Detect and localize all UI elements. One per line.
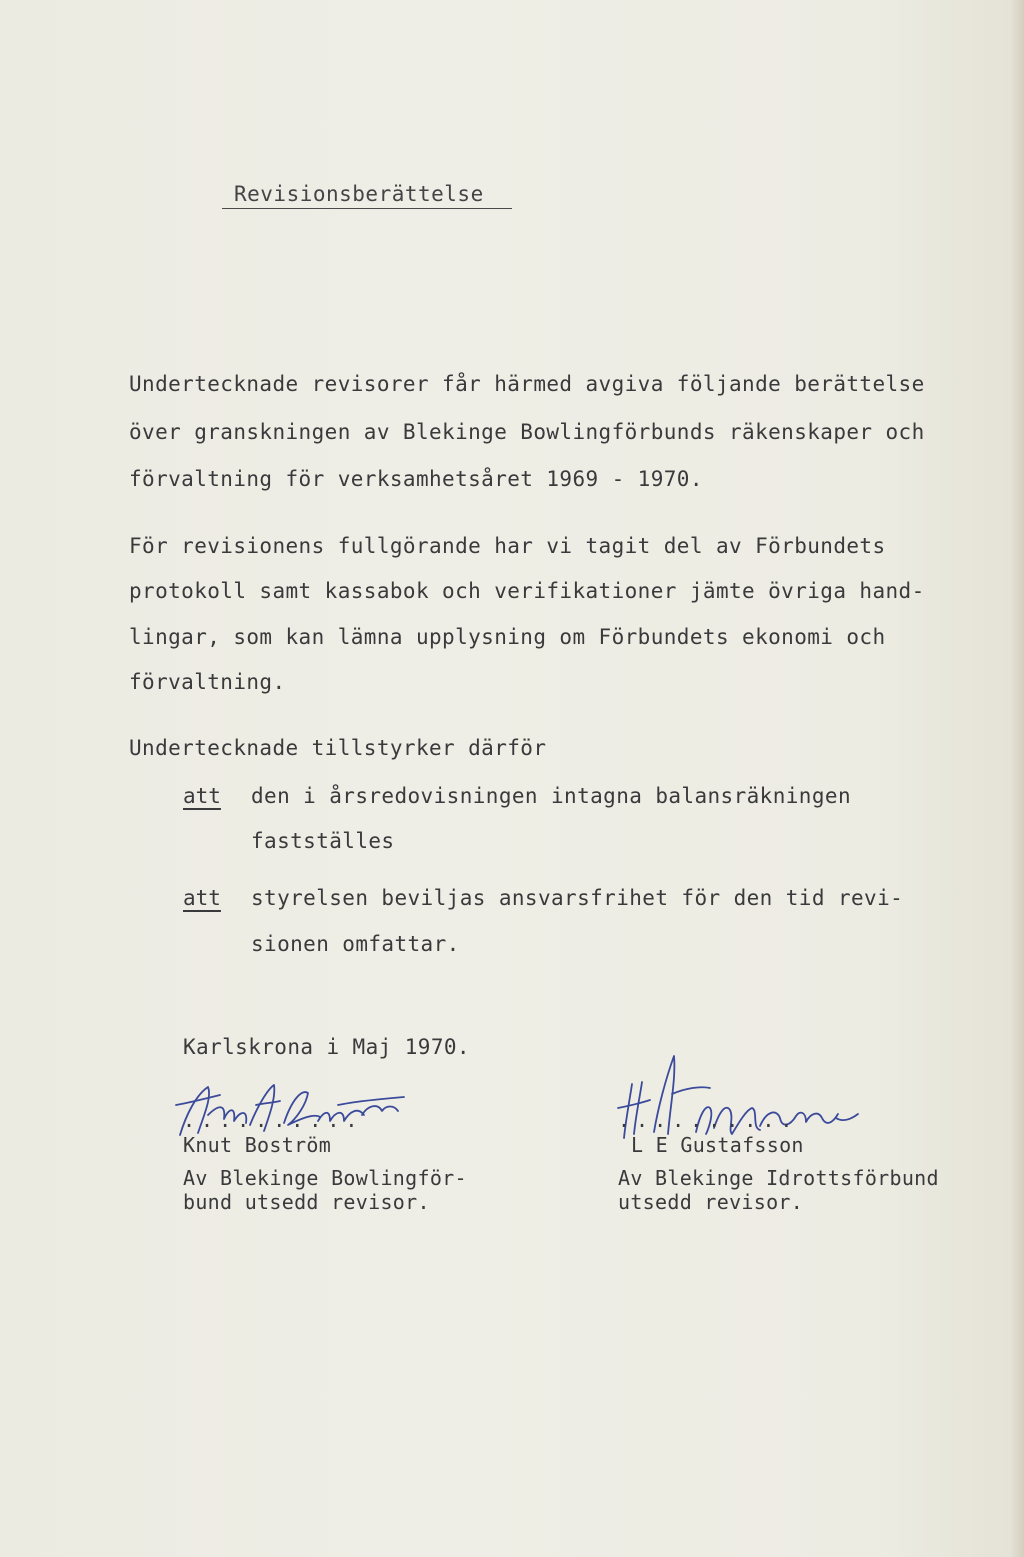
- clause1-marker: att: [183, 784, 221, 808]
- paragraph2-line4: förvaltning.: [129, 670, 286, 694]
- signatory2-role-line1: Av Blekinge Idrottsförbund: [618, 1166, 939, 1190]
- paragraph2-line2: protokoll samt kassabok och verifikationer jämte övriga hand-: [129, 579, 925, 603]
- clause2-line2: sionen omfattar.: [251, 932, 460, 956]
- paragraph2-line1: För revisionens fullgörande har vi tagit del av Förbundets: [129, 534, 886, 558]
- paragraph2-line3: lingar, som kan lämna upplysning om Förbundets ekonomi och: [129, 625, 886, 649]
- document-title: Revisionsberättelse: [222, 182, 512, 209]
- place-date: Karlskrona i Maj 1970.: [183, 1035, 470, 1059]
- clause1-line1: den i årsredovisningen intagna balansräkningen: [251, 784, 851, 808]
- clause2-marker: att: [183, 886, 221, 910]
- signatory1-role-line1: Av Blekinge Bowlingför-: [183, 1166, 467, 1190]
- paper-edge-shadow: [1010, 0, 1024, 1557]
- paragraph1-line2: över granskningen av Blekinge Bowlingförbunds räkenskaper och: [129, 420, 925, 444]
- clause2-line1: styrelsen beviljas ansvarsfrihet för den tid revi-: [251, 886, 904, 910]
- signature2-dotted-line: ..........: [618, 1108, 799, 1132]
- signatory1-name: Knut Boström: [183, 1133, 332, 1157]
- signatory2-role-line2: utsedd revisor.: [618, 1190, 804, 1214]
- recommendation-intro: Undertecknade tillstyrker därför: [129, 736, 547, 760]
- clause1-line2: fastställes: [251, 829, 395, 853]
- signatory2-name: L E Gustafsson: [631, 1133, 804, 1157]
- signature1-dotted-line: ..........: [183, 1108, 364, 1132]
- paragraph1-line1: Undertecknade revisorer får härmed avgiva följande berättelse: [129, 372, 925, 396]
- signatory1-role-line2: bund utsedd revisor.: [183, 1190, 430, 1214]
- paragraph1-line3: förvaltning för verksamhetsåret 1969 - 1970.: [129, 467, 703, 491]
